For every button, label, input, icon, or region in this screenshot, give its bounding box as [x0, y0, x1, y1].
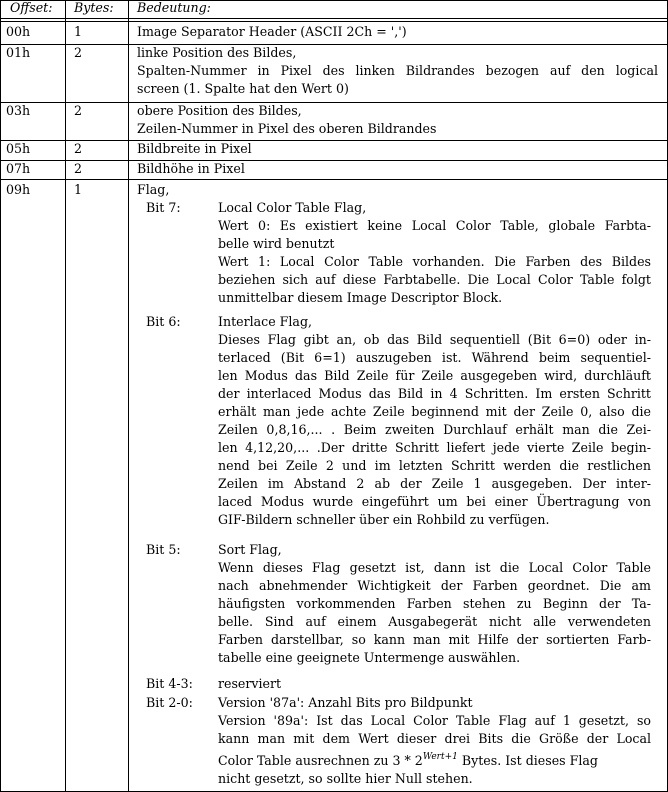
desc-line: beziehen sich auf diese Farbtabelle. Die Local Color Table folgt — [218, 272, 651, 287]
flag-bit-label: Bit 7: — [146, 200, 181, 215]
flag-bit-label: Bit 4-3: — [146, 676, 193, 691]
row-divider — [1, 140, 667, 141]
row-bytes: 2 — [74, 45, 83, 60]
row-offset: 09h — [6, 182, 31, 197]
desc-line: Dieses Flag gibt an, ob das Bild sequentiell (Bit 6=0) oder in- — [218, 332, 651, 347]
row-offset: 05h — [6, 141, 31, 156]
desc-line: unmittelbar diesem Image Descriptor Block. — [218, 290, 503, 305]
desc-line: nach abnehmender Wichtigkeit der Farben geordnet. Die am — [218, 578, 651, 593]
row-bytes: 2 — [74, 103, 83, 118]
header-meaning: Bedeutung: — [137, 0, 211, 15]
desc-line: Zeilen 0,8,16,... . Beim zweiten Durchlauf erhält man die Zei- — [218, 422, 651, 437]
row-meaning: Flag, — [137, 182, 170, 197]
desc-line: der interlaced Modus das Bild in 4 Schritten. Im ersten Schritt — [218, 386, 651, 401]
desc-line: len 4,12,20,... .Der dritte Schritt liefert jede vierte Zeile begin- — [218, 440, 651, 455]
desc-line: erhält man jede achte Zeile beginnend mit der Zeile 0, also die — [218, 404, 651, 419]
flag-bit-label: Bit 6: — [146, 314, 181, 329]
desc-line: Version '87a': Anzahl Bits pro Bildpunkt — [218, 695, 473, 710]
meaning-line: Spalten-Nummer in Pixel des linken Bildrandes bezogen auf den logical — [137, 63, 658, 78]
header-offset: Offset: — [10, 0, 53, 15]
desc-line: kann man mit dem Wert dieser drei Bits die Größe der Local — [218, 731, 651, 746]
column-divider — [65, 1, 66, 791]
desc-line: nend bei Zeile 2 und im letzten Schritt werden die restlichen — [218, 458, 651, 473]
formula-text: Color Table ausrechnen zu 3 * 2 — [218, 753, 423, 768]
row-meaning: Bildhöhe in Pixel — [137, 161, 245, 176]
meaning-line: linke Position des Bildes, — [137, 45, 297, 60]
row-meaning: Bildbreite in Pixel — [137, 141, 252, 156]
row-bytes: 2 — [74, 141, 83, 156]
flag-bit-description — [218, 694, 651, 788]
meaning-line: obere Position des Bildes, — [137, 103, 302, 118]
desc-line: belle. Sind auf einem Ausgabegerät nicht alle verwendeten — [218, 614, 651, 629]
desc-line: Wenn dieses Flag gesetzt ist, dann ist die Local Color Table — [218, 560, 651, 575]
desc-line: Wert 1: Local Color Table vorhanden. Die Farben des Bildes — [218, 254, 651, 269]
desc-line: laced Modus wurde eingeführt um bei einer Übertragung von — [218, 494, 651, 509]
desc-line: belle wird benutzt — [218, 236, 335, 251]
header-rule — [1, 18, 667, 19]
desc-line: Local Color Table Flag, — [218, 200, 367, 215]
meaning-line: screen (1. Spalte hat den Wert 0) — [137, 81, 349, 96]
desc-line: Farben darstellbar, so kann man mit Hilfe der sortierten Farb- — [218, 632, 651, 647]
flag-bit-description: reserviert — [218, 676, 282, 691]
header-bytes: Bytes: — [74, 0, 114, 15]
desc-line: len Modus das Bild Zeile für Zeile ausgegeben wird, durchläuft — [218, 368, 651, 383]
desc-line: GIF-Bildern schneller über ein Rohbild zu verfügen. — [218, 512, 550, 527]
flag-bit-description — [218, 541, 651, 667]
row-offset: 07h — [6, 161, 31, 176]
row-offset: 03h — [6, 103, 31, 118]
desc-line: Interlace Flag, — [218, 314, 313, 329]
desc-line: Version '89a': Ist das Local Color Table Flag auf 1 gesetzt, so — [218, 713, 651, 728]
formula-exponent: Wert+1 — [422, 752, 458, 762]
desc-line: häufigsten vorkommenden Farben stehen zu Beginn der Ta- — [218, 596, 651, 611]
formula-tail: Bytes. Ist dieses Flag — [457, 753, 598, 768]
row-meaning: Image Separator Header (ASCII 2Ch = ',') — [137, 24, 407, 39]
row-offset: 00h — [6, 24, 31, 39]
row-meaning — [137, 44, 658, 98]
flag-bit-description — [218, 199, 651, 307]
flag-bit-label: Bit 5: — [146, 542, 181, 557]
flag-bit-description — [218, 313, 651, 529]
row-divider — [1, 179, 667, 180]
row-offset: 01h — [6, 45, 31, 60]
desc-line: nicht gesetzt, so sollte hier Null stehen. — [218, 771, 473, 786]
desc-line: Zeilen im Abstand 2 ab der Zeile 1 ausgegeben. Der inter- — [218, 476, 651, 491]
row-bytes: 1 — [74, 24, 83, 39]
row-bytes: 1 — [74, 182, 83, 197]
desc-line: terlaced (Bit 6=1) auszugeben ist. Während beim sequentiel- — [218, 350, 651, 365]
meaning-line: Zeilen-Nummer in Pixel des oberen Bildrandes — [137, 121, 437, 136]
row-bytes: 2 — [74, 161, 83, 176]
desc-line-formula — [218, 748, 651, 770]
desc-line: Sort Flag, — [218, 542, 282, 557]
desc-line: tabelle eine geeignete Untermenge auswählen. — [218, 650, 521, 665]
row-meaning — [137, 102, 658, 138]
desc-line: Wert 0: Es existiert keine Local Color Table, globale Farbta- — [218, 218, 651, 233]
flag-bit-label: Bit 2-0: — [146, 695, 193, 710]
header-rule — [1, 21, 667, 22]
column-divider — [128, 1, 129, 791]
row-divider — [1, 160, 667, 161]
